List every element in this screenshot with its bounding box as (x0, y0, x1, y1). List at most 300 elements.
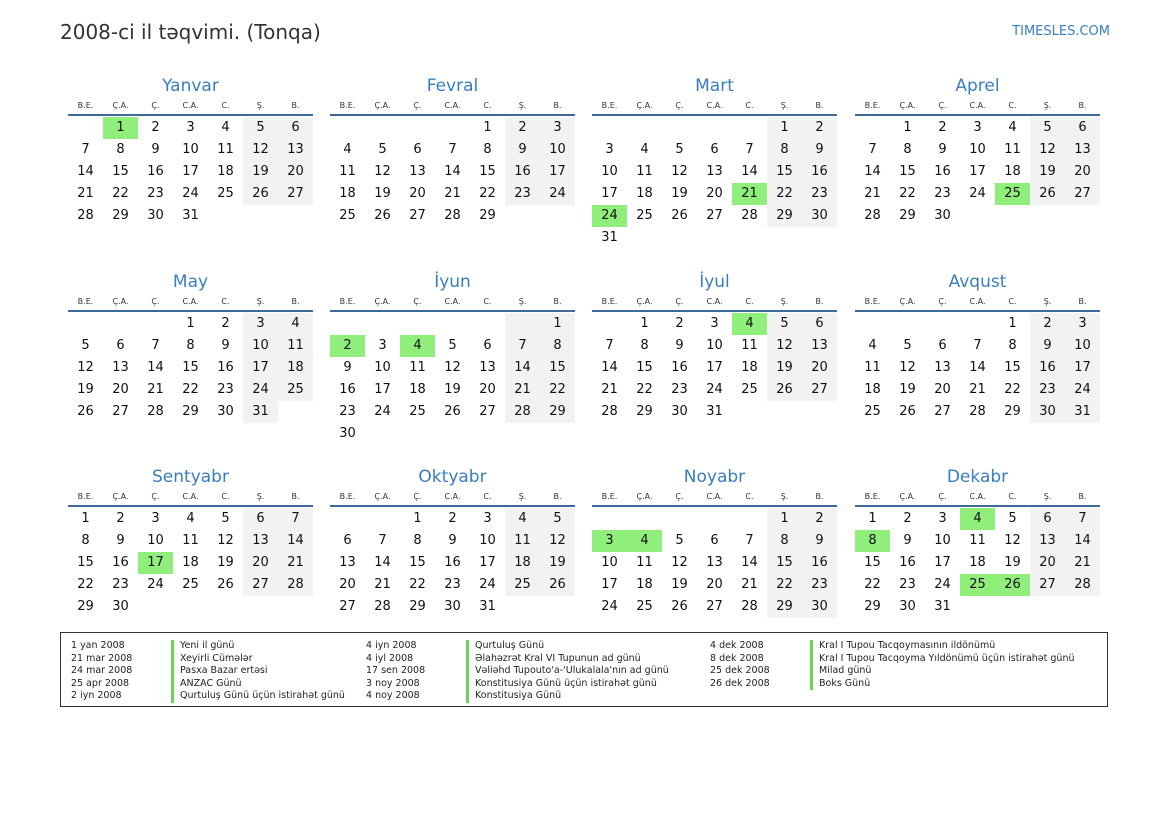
weekday-label: Ç.A. (636, 492, 653, 501)
day-cell: 14 (601, 360, 618, 375)
day-cell: 26 (767, 379, 802, 401)
day-cell: 24 (934, 577, 951, 592)
day-cell: 27 (278, 183, 313, 205)
holiday-name: Pasxa Bazar ertəsi (171, 665, 268, 678)
weekday-label: B.E. (339, 492, 356, 501)
empty-cell (960, 313, 995, 335)
empty-cell (138, 313, 173, 335)
day-cell: 18 (182, 555, 199, 570)
month-name: Aprel (955, 76, 1000, 96)
day-cell: 28 (505, 401, 540, 423)
empty-cell (330, 313, 365, 335)
weekday-label: B.E. (77, 101, 94, 110)
day-cell: 7 (973, 338, 982, 353)
month-10 (330, 465, 575, 618)
weekday-label: Ş. (518, 492, 527, 501)
day-cell: 15 (899, 164, 916, 179)
weekday-label: C. (745, 297, 754, 306)
day-cell: 6 (278, 117, 313, 139)
holiday-date: 4 iyn 2008 (366, 640, 417, 651)
empty-cell (697, 508, 732, 530)
weekday-label: Ç.A. (899, 492, 916, 501)
day-cell: 7 (605, 338, 614, 353)
day-cell: 22 (864, 577, 881, 592)
month-6 (330, 270, 575, 445)
day-cell: 15 (409, 555, 426, 570)
weekday-header (330, 294, 575, 312)
weekday-label: B. (815, 492, 824, 501)
day-cell: 20 (934, 382, 951, 397)
day-cell: 30 (112, 599, 129, 614)
day-cell: 22 (1004, 382, 1021, 397)
holiday-name: Vəliəhd Tupouto'a-'Ulukalala'nın ad günü (466, 665, 669, 678)
empty-cell (925, 313, 960, 335)
day-cell: 31 (182, 208, 199, 223)
day-cell: 29 (636, 404, 653, 419)
weekday-header (855, 294, 1100, 312)
day-cell: 21 (864, 186, 881, 201)
day-cell: 20 (706, 186, 723, 201)
month-name: Mart (695, 76, 734, 96)
day-cell: 10 (182, 142, 199, 157)
month-2 (330, 74, 575, 227)
day-cell: 29 (77, 599, 94, 614)
day-cell: 20 (802, 357, 837, 379)
day-cell: 28 (1065, 574, 1100, 596)
weekday-label: C. (221, 492, 230, 501)
day-cell: 22 (899, 186, 916, 201)
empty-cell (855, 313, 890, 335)
day-cell: 30 (802, 205, 837, 227)
day-cell: 4 (186, 511, 195, 526)
day-cell: 8 (116, 142, 125, 157)
day-cell: 4 (278, 313, 313, 335)
holiday-cell: 8 (855, 530, 890, 552)
day-cell: 27 (339, 599, 356, 614)
day-cell: 23 (802, 183, 837, 205)
day-cell: 18 (339, 186, 356, 201)
day-cell: 18 (864, 382, 881, 397)
day-cell: 12 (540, 530, 575, 552)
day-cell: 14 (278, 530, 313, 552)
day-cell: 17 (934, 555, 951, 570)
day-grid (330, 117, 575, 227)
day-cell: 31 (1065, 401, 1100, 423)
day-cell: 1 (1008, 316, 1017, 331)
day-cell: 16 (802, 161, 837, 183)
empty-cell (400, 117, 435, 139)
day-cell: 26 (540, 574, 575, 596)
day-cell: 17 (243, 357, 278, 379)
day-cell: 11 (217, 142, 234, 157)
holiday-date: 4 noy 2008 (366, 690, 420, 701)
day-cell: 9 (938, 142, 947, 157)
day-cell: 12 (77, 360, 94, 375)
weekday-label: C.A. (706, 492, 723, 501)
holiday-cell: 26 (995, 574, 1030, 596)
weekday-label: B.E. (339, 101, 356, 110)
empty-cell (592, 117, 627, 139)
month-7 (592, 270, 837, 423)
day-cell: 5 (81, 338, 90, 353)
day-cell: 24 (969, 186, 986, 201)
day-cell: 13 (278, 139, 313, 161)
weekday-label: B.E. (864, 101, 881, 110)
day-cell: 27 (1065, 183, 1100, 205)
day-cell: 21 (741, 577, 758, 592)
day-cell: 4 (868, 338, 877, 353)
weekday-label: Ç.A. (112, 101, 129, 110)
day-cell: 10 (147, 533, 164, 548)
day-cell: 18 (741, 360, 758, 375)
day-cell: 10 (479, 533, 496, 548)
day-cell: 11 (864, 360, 881, 375)
weekday-label: B.E. (601, 101, 618, 110)
day-cell: 7 (378, 533, 387, 548)
day-cell: 5 (675, 142, 684, 157)
weekday-label: C. (745, 101, 754, 110)
day-cell: 13 (934, 360, 951, 375)
day-cell: 12 (217, 533, 234, 548)
day-cell: 27 (243, 574, 278, 596)
weekday-label: Ş. (518, 101, 527, 110)
weekday-label: Ç. (675, 492, 684, 501)
day-grid (855, 313, 1100, 423)
day-cell: 27 (706, 599, 723, 614)
weekday-label: C. (745, 492, 754, 501)
day-cell: 9 (116, 533, 125, 548)
holiday-cell: 25 (995, 183, 1030, 205)
weekday-label: Ş. (1043, 101, 1052, 110)
day-cell: 16 (217, 360, 234, 375)
day-cell: 5 (903, 338, 912, 353)
holiday-cell: 21 (732, 183, 767, 205)
day-cell: 14 (505, 357, 540, 379)
day-cell: 24 (1065, 379, 1100, 401)
holiday-date: 3 noy 2008 (366, 677, 420, 689)
day-cell: 5 (448, 338, 457, 353)
day-cell: 3 (1065, 313, 1100, 335)
day-cell: 16 (339, 382, 356, 397)
day-cell: 21 (278, 552, 313, 574)
day-cell: 1 (483, 120, 492, 135)
day-cell: 18 (636, 186, 653, 201)
holiday-name: Milad günü (810, 665, 871, 678)
day-cell: 26 (671, 599, 688, 614)
day-cell: 11 (409, 360, 426, 375)
weekday-label: B. (553, 297, 562, 306)
day-cell: 28 (969, 404, 986, 419)
day-cell: 13 (706, 164, 723, 179)
day-cell: 27 (934, 404, 951, 419)
day-cell: 19 (540, 552, 575, 574)
month-name: Avqust (948, 272, 1007, 292)
day-cell: 25 (217, 186, 234, 201)
day-cell: 10 (540, 139, 575, 161)
day-cell: 6 (243, 508, 278, 530)
weekday-label: B.E. (864, 297, 881, 306)
day-cell: 29 (540, 401, 575, 423)
day-cell: 6 (343, 533, 352, 548)
day-cell: 9 (448, 533, 457, 548)
day-cell: 12 (671, 164, 688, 179)
weekday-label: Ç. (938, 101, 947, 110)
day-cell: 28 (444, 208, 461, 223)
holiday-name: Qurtuluş Günü üçün istirahət günü (171, 690, 345, 703)
day-cell: 19 (767, 357, 802, 379)
day-cell: 23 (671, 382, 688, 397)
holiday-cell: 17 (138, 552, 173, 574)
day-cell: 9 (675, 338, 684, 353)
day-cell: 29 (899, 208, 916, 223)
day-cell: 22 (636, 382, 653, 397)
weekday-label: B.E. (77, 492, 94, 501)
empty-cell (365, 508, 400, 530)
weekday-label: B.E. (601, 297, 618, 306)
day-cell: 7 (151, 338, 160, 353)
month-name: Noyabr (683, 467, 746, 487)
month-3 (592, 74, 837, 249)
month-name: İyun (434, 272, 471, 292)
day-cell: 6 (1030, 508, 1065, 530)
day-cell: 14 (444, 164, 461, 179)
day-cell: 31 (601, 230, 618, 245)
day-cell: 3 (605, 142, 614, 157)
holiday-date: 17 sen 2008 (366, 665, 426, 676)
weekday-label: B. (815, 101, 824, 110)
day-cell: 17 (601, 577, 618, 592)
holiday-date: 25 dek 2008 (710, 665, 770, 676)
holiday-cell: 24 (592, 205, 627, 227)
day-cell: 12 (374, 164, 391, 179)
day-cell: 26 (374, 208, 391, 223)
weekday-label: Ş. (1043, 297, 1052, 306)
day-cell: 21 (969, 382, 986, 397)
day-cell: 2 (675, 316, 684, 331)
day-cell: 2 (448, 511, 457, 526)
day-cell: 22 (767, 183, 802, 205)
day-cell: 15 (767, 552, 802, 574)
holiday-cell: 4 (960, 508, 995, 530)
day-cell: 10 (601, 555, 618, 570)
day-cell: 18 (409, 382, 426, 397)
weekday-label: Ç. (151, 297, 160, 306)
day-cell: 8 (483, 142, 492, 157)
day-cell: 12 (671, 555, 688, 570)
day-cell: 11 (182, 533, 199, 548)
day-cell: 4 (343, 142, 352, 157)
day-cell: 21 (374, 577, 391, 592)
day-cell: 27 (1030, 574, 1065, 596)
day-cell: 2 (505, 117, 540, 139)
day-cell: 16 (671, 360, 688, 375)
day-cell: 18 (217, 164, 234, 179)
day-cell: 29 (1004, 404, 1021, 419)
day-cell: 11 (339, 164, 356, 179)
day-cell: 3 (378, 338, 387, 353)
day-cell: 2 (903, 511, 912, 526)
day-grid (592, 508, 837, 618)
weekday-label: C. (221, 101, 230, 110)
weekday-label: Ç.A. (636, 297, 653, 306)
weekday-label: Ş. (780, 492, 789, 501)
day-grid (330, 313, 575, 445)
holiday-name: Əlahəzrət Kral VI Tupunun ad günü (466, 653, 641, 666)
day-cell: 20 (1030, 552, 1065, 574)
day-cell: 8 (767, 530, 802, 552)
day-cell: 26 (671, 208, 688, 223)
day-cell: 20 (706, 577, 723, 592)
day-cell: 12 (243, 139, 278, 161)
day-cell: 19 (671, 186, 688, 201)
day-grid (330, 508, 575, 618)
day-cell: 14 (374, 555, 391, 570)
holiday-cell: 2 (330, 335, 365, 357)
day-cell: 25 (409, 404, 426, 419)
weekday-header (330, 489, 575, 507)
day-cell: 31 (934, 599, 951, 614)
day-cell: 16 (899, 555, 916, 570)
day-cell: 5 (540, 508, 575, 530)
weekday-label: Ç. (938, 492, 947, 501)
day-cell: 9 (505, 139, 540, 161)
day-cell: 30 (339, 426, 356, 441)
weekday-label: C. (1008, 101, 1017, 110)
day-cell: 2 (802, 117, 837, 139)
day-cell: 9 (802, 530, 837, 552)
weekday-header (68, 98, 313, 116)
weekday-label: C.A. (969, 101, 986, 110)
day-cell: 29 (767, 596, 802, 618)
day-cell: 1 (868, 511, 877, 526)
weekday-label: Ç.A. (374, 297, 391, 306)
weekday-label: Ç. (675, 101, 684, 110)
day-cell: 13 (479, 360, 496, 375)
day-cell: 27 (706, 208, 723, 223)
day-cell: 30 (671, 404, 688, 419)
day-cell: 6 (938, 338, 947, 353)
day-cell: 7 (868, 142, 877, 157)
day-cell: 4 (640, 142, 649, 157)
day-cell: 15 (112, 164, 129, 179)
weekday-header (592, 294, 837, 312)
day-cell: 9 (221, 338, 230, 353)
day-cell: 8 (413, 533, 422, 548)
day-cell: 12 (899, 360, 916, 375)
day-cell: 18 (969, 555, 986, 570)
day-cell: 25 (182, 577, 199, 592)
holiday-cell: 4 (400, 335, 435, 357)
weekday-label: C. (483, 297, 492, 306)
day-cell: 25 (636, 208, 653, 223)
day-cell: 3 (243, 313, 278, 335)
day-cell: 10 (243, 335, 278, 357)
day-cell: 18 (1004, 164, 1021, 179)
empty-cell (365, 313, 400, 335)
day-cell: 21 (505, 379, 540, 401)
day-cell: 7 (745, 142, 754, 157)
day-cell: 22 (409, 577, 426, 592)
weekday-header (855, 489, 1100, 507)
day-cell: 7 (1065, 508, 1100, 530)
day-cell: 8 (186, 338, 195, 353)
day-cell: 23 (934, 186, 951, 201)
weekday-header (68, 294, 313, 312)
day-cell: 5 (675, 533, 684, 548)
month-name: Dekabr (946, 467, 1009, 487)
day-cell: 16 (112, 555, 129, 570)
day-cell: 15 (636, 360, 653, 375)
holiday-legend (60, 632, 1108, 707)
day-cell: 29 (479, 208, 496, 223)
day-cell: 30 (934, 208, 951, 223)
day-cell: 25 (741, 382, 758, 397)
day-cell: 9 (1030, 335, 1065, 357)
weekday-label: B. (291, 101, 300, 110)
day-cell: 7 (505, 335, 540, 357)
weekday-label: B. (1078, 297, 1087, 306)
day-cell: 28 (278, 574, 313, 596)
site-link[interactable]: TIMESLES.COM (1012, 24, 1110, 39)
month-4 (855, 74, 1100, 227)
weekday-label: B. (291, 492, 300, 501)
holiday-name: Konstitusiya Günü üçün istirahət günü (466, 678, 657, 691)
month-12 (855, 465, 1100, 618)
weekday-label: Ç. (151, 101, 160, 110)
day-cell: 28 (147, 404, 164, 419)
day-cell: 2 (1030, 313, 1065, 335)
month-name: May (172, 272, 209, 292)
day-cell: 6 (483, 338, 492, 353)
day-cell: 11 (1004, 142, 1021, 157)
empty-cell (627, 117, 662, 139)
weekday-label: Ç. (413, 297, 422, 306)
weekday-label: Ç. (151, 492, 160, 501)
day-grid (68, 508, 313, 618)
day-cell: 11 (969, 533, 986, 548)
day-cell: 21 (444, 186, 461, 201)
holiday-date: 4 iyl 2008 (366, 652, 414, 664)
day-cell: 19 (1004, 555, 1021, 570)
day-cell: 30 (899, 599, 916, 614)
day-cell: 5 (378, 142, 387, 157)
weekday-label: B. (815, 297, 824, 306)
day-cell: 8 (767, 139, 802, 161)
weekday-label: C.A. (444, 101, 461, 110)
empty-cell (505, 313, 540, 335)
day-cell: 20 (479, 382, 496, 397)
day-grid (855, 117, 1100, 227)
day-cell: 7 (81, 142, 90, 157)
month-1 (68, 74, 313, 227)
day-cell: 25 (505, 574, 540, 596)
day-cell: 5 (767, 313, 802, 335)
month-5 (68, 270, 313, 423)
weekday-label: B. (1078, 101, 1087, 110)
day-cell: 14 (147, 360, 164, 375)
day-cell: 17 (706, 360, 723, 375)
day-cell: 20 (1065, 161, 1100, 183)
day-cell: 24 (706, 382, 723, 397)
day-cell: 22 (77, 577, 94, 592)
day-cell: 11 (278, 335, 313, 357)
day-cell: 19 (1030, 161, 1065, 183)
day-cell: 23 (112, 577, 129, 592)
day-cell: 25 (278, 379, 313, 401)
day-cell: 12 (444, 360, 461, 375)
day-cell: 25 (339, 208, 356, 223)
empty-cell (470, 313, 505, 335)
